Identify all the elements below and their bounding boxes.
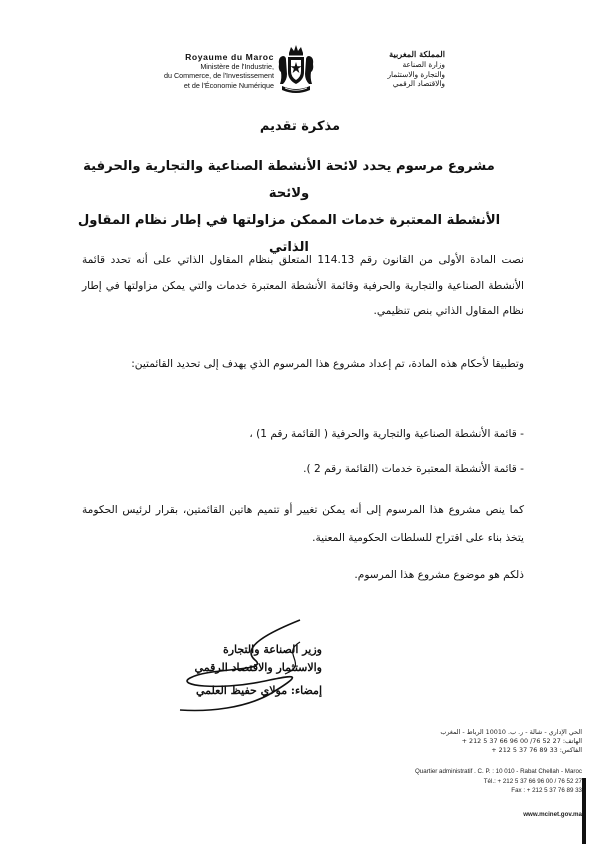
ministry-line-ar-2: والتجارة والاستثمار bbox=[387, 69, 445, 79]
kingdom-name-fr: Royaume du Maroc bbox=[185, 52, 274, 62]
header-french-ministry bbox=[146, 52, 274, 90]
footer-website: www.mcinet.gov.ma bbox=[523, 811, 582, 818]
handwritten-signature bbox=[150, 612, 335, 722]
kingdom-name-ar: المملكة المغربية bbox=[389, 49, 445, 59]
ministry-line-fr-3: et de l'Économie Numérique bbox=[183, 80, 274, 90]
signatory-title-line-1: وزير الصناعة والتجارة bbox=[222, 643, 322, 656]
footer-address-ar: الحي الإداري - شالة - ر. ب. 10010 الرباط - المغرب bbox=[440, 728, 582, 736]
signatory-name: إمضاء: مولاي حفيظ العلمي bbox=[195, 684, 322, 697]
ministry-line-fr-2: du Commerce, de l'Investissement bbox=[163, 71, 274, 81]
title-line-1: مشروع مرسوم يحدد لائحة الأنشطة الصناعية والتجارية والحرفية ولائحة bbox=[83, 159, 495, 201]
paragraph-2: وتطبيقا لأحكام هذه المادة، تم إعداد مشروع هذا المرسوم الذي يهدف إلى تحديد القائمتين: bbox=[131, 358, 524, 370]
ministry-line-ar-1: وزارة الصناعة bbox=[402, 59, 445, 69]
signatory-title-line-2: والاستثمار والاقتصاد الرقمي bbox=[194, 661, 322, 674]
footer-address-fr: Quartier administratif . C. P. : 10 010 - Rabat Chellah - Maroc bbox=[414, 768, 582, 775]
list-item: - قائمة الأنشطة المعتبرة خدمات (القائمة رقم 2 ). bbox=[303, 463, 524, 475]
ministry-line-ar-3: والاقتصاد الرقمي bbox=[392, 79, 445, 89]
royal-coat-of-arms-icon bbox=[277, 44, 315, 96]
closing-sentence: ذلكم هو موضوع مشروع هذا المرسوم. bbox=[354, 569, 524, 581]
document-subject: مذكرة تقديم bbox=[259, 119, 341, 134]
title-line-2: الأنشطة المعتبرة خدمات الممكن مزاولتها في إطار نظام المقاول الذاتي bbox=[77, 213, 501, 255]
footer-fax-ar: الفاكس: 33 89 76 37 5 212 + bbox=[491, 746, 582, 754]
list-item: - قائمة الأنشطة الصناعية والتجارية والحرفية ( القائمة رقم 1) ، bbox=[249, 428, 524, 440]
ministry-line-fr-1: Ministère de l'Industrie, bbox=[200, 62, 274, 71]
paragraph-3: كما ينص مشروع هذا المرسوم إلى أنه يمكن تغيير أو تتميم هاتين القائمتين، بقرار لرئيس الحكومة يتخذ بناء على اقتراح للسلطات الحكومية المعنية. bbox=[82, 504, 524, 544]
paragraph-1: نصت المادة الأولى من القانون رقم 114.13 المتعلق بنظام المقاول الذاتي على أنه تحدد قائمة الأنشطة الصناعية والتجارية والحرفية وقائمة الأنشطة المعتبرة خدمات والتي يمكن مزاولتها في إطار نظام المقاول الذاتي بنص تنظيمي. bbox=[82, 254, 524, 317]
footer-fax-fr: Fax : + 212 5 37 76 89 33 bbox=[511, 787, 582, 794]
header-arabic-ministry bbox=[317, 50, 445, 89]
footer-phone-ar: الهاتف: 27 52 76/ 00 96 66 37 5 212 + bbox=[461, 737, 582, 745]
document-title bbox=[64, 153, 514, 261]
footer-phone-fr: Tél.: + 212 5 37 66 96 00 / 76 52 27 bbox=[483, 778, 582, 785]
page-edge-bar bbox=[582, 778, 586, 844]
